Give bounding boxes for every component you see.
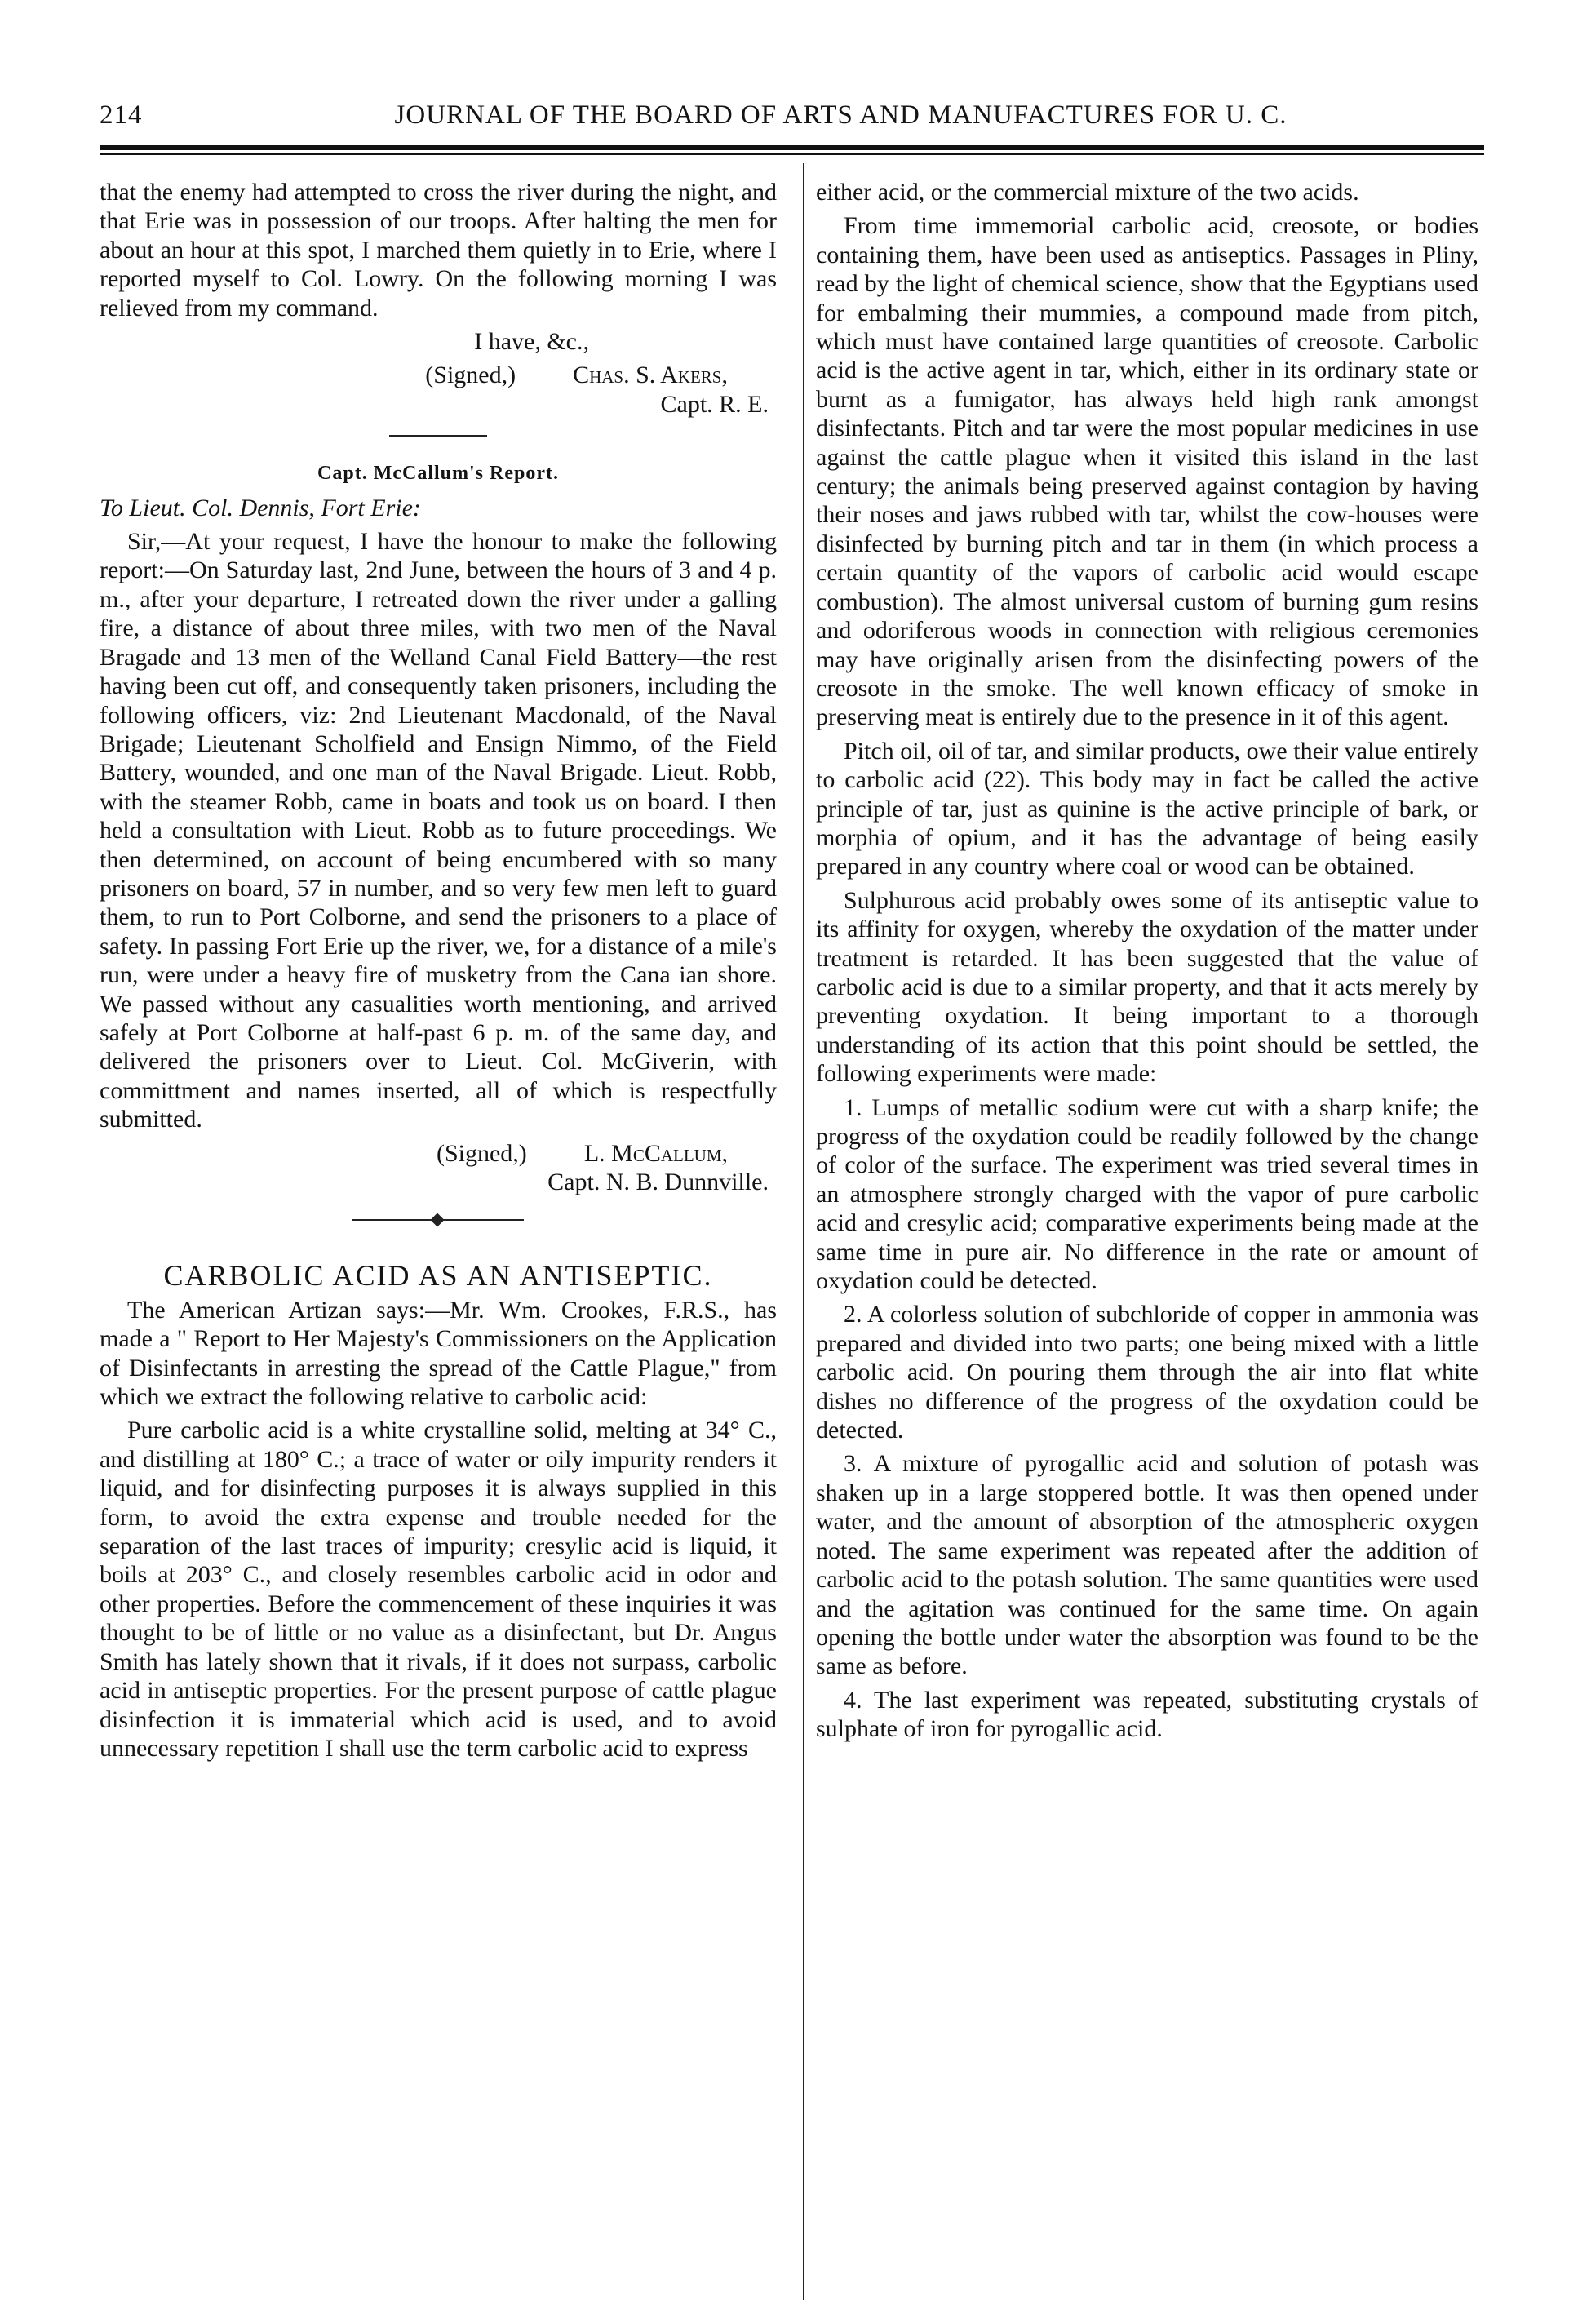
article-title: CARBOLIC ACID AS AN ANTISEPTIC. (163, 1259, 713, 1293)
left-column (100, 178, 777, 1767)
akers-signature-title: Capt. R. E. (660, 390, 769, 418)
header-rule-thin (100, 153, 1484, 155)
experiment-2-paragraph: 2. A colorless solution of subchloride of copper in ammonia was prepared and divided into two parts; one being mixed with a little carbolic acid. On pouring them through the air into flat white dishes no difference of the progress of the oxydation could be detected. (816, 1301, 1478, 1444)
history-paragraph: From time immemorial carbolic acid, creosote, or bodies containing them, have been used as antiseptics. Passages in Pliny, read by the light of chemical science, show that the Egyptians used for embalming their mummies, a compound made from pitch, which must have contained large quantities of creosote. Carbolic acid is the active agent in tar, which, either in its ordinary state or burnt as a fumigator, has always held high rank amongst disinfectants. Pitch and tar were the most popular medicines in use against the cattle plague when it visited this island in the last century; the animals being preserved against contagion by having their noses and jaws rubbed with tar, whilst the cow-houses were disinfected by burning pitch and tar in them (in which process a certain quantity of the vapors of carbolic acid would escape combustion). The almost universal custom of burning gum resins and odoriferous woods in connection with religious ceremonies may have originally arisen from the disinfecting powers of the creosote in the smoke. The well known efficacy of smoke in preserving meat is entirely due to the presence in it of this agent. (816, 212, 1478, 731)
mccallum-report-body: Sir,—At your request, I have the honour to make the following report:—On Saturday last, 2nd June, between the hours of 3 and 4 p. m., after your departure, I retreated down the river under a galling fire, a distance of about three miles, with two men of the Naval Bragade and 13 men of the Welland Canal Field Battery—the rest having been cut off, and consequently taken prisoners, including the following officers, viz: 2nd Lieutenant Macdonald, of the Naval Brigade; Lieutenant Scholfield and Ensign Nimmo, of the Field Battery, wounded, and one man of the Naval Brigade. Lieut. Robb, with the steamer Robb, came in boats and took us on board. I then held a consultation with Lieut. Robb as to future proceedings. We then determined, on account of being encumbered with so many prisoners on board, 57 in number, and so very few men left to guard them, to run to Port Colborne, and send the prisoners to a place of safety. In passing Fort Erie up the river, we, for a distance of a mile's run, were under a heavy fire of musketry from the Cana ian shore. We passed without any casualities worth mentioning, and arrived safely at Port Colborne at half-past 6 p. m. of the same day, and delivered the prisoners over to Lieut. Col. McGiverin, with committment and names inserted, all of which is respectfully submitted. (100, 528, 777, 1133)
mccallum-signature-title: Capt. N. B. Dunnville. (547, 1169, 769, 1195)
page-header (100, 96, 1484, 134)
akers-closing: I have, &c., (474, 328, 589, 356)
sulphurous-acid-paragraph: Sulphurous acid probably owes some of its antiseptic value to its affinity for oxygen, whereby the oxydation of the matter under treatment is retarded. It has been suggested that the value of carbolic acid is due to a similar property, and that it acts merely by preventing oxydation. It being important to a thorough understanding of its action that this point should be settled, the following experiments were made: (816, 886, 1478, 1088)
akers-signed-label: (Signed,) (425, 361, 516, 389)
akers-signature-row (100, 361, 777, 389)
article-intro-paragraph: The American Artizan says:—Mr. Wm. Crookes, F.R.S., has made a " Report to Her Majesty's Commissioners on the Application of Disinfectants in arresting the spread of the Cattle Plague," from which we extract the following relative to carbolic acid: (100, 1296, 777, 1411)
pitch-oil-paragraph: Pitch oil, oil of tar, and similar products, owe their value entirely to carbolic acid (22). This body may in fact be called the active principle of tar, just as quinine is the active principle of bark, or morphia of opium, and it has the advantage of being easily prepared in any country where coal or wood can be obtained. (816, 737, 1478, 880)
experiment-4-paragraph: 4. The last experiment was repeated, substituting crystals of sulphate of iron for pyrogallic acid. (816, 1686, 1478, 1743)
continued-paragraph: either acid, or the commercial mixture of the two acids. (816, 179, 1359, 206)
experiment-3-paragraph: 3. A mixture of pyrogallic acid and solution of potash was shaken up in a large stoppered bottle. It was then opened under water, and the amount of absorption of the atmospheric oxygen noted. The same experiment was repeated after the addition of carbolic acid to the potash solution. The same quantities were used and the agitation was continued for the same time. On again opening the bottle under water the absorption was found to be the same as before. (816, 1450, 1478, 1680)
column-divider (803, 163, 804, 2300)
mccallum-signature-row (100, 1139, 777, 1168)
report-addressee: To Lieut. Col. Dennis, Fort Erie: (100, 494, 421, 521)
pure-carbolic-acid-paragraph: Pure carbolic acid is a white crystalline solid, melting at 34° C., and distilling at 180° C.; a trace of water or oily impurity renders it liquid, and for disinfecting purposes it is always supplied in this form, to avoid the extra expense and trouble needed for the separation of the last traces of impurity; cresylic acid is liquid, it boils at 203° C., and closely resembles carbolic acid in odor and other properties. Before the commencement of these inquiries it was thought to be of little or no value as a disinfectant, but Dr. Angus Smith has lately shown that it rivals, if it does not surpass, carbolic acid in antiseptic properties. For the present purpose of cattle plague disinfection it is immaterial which acid is used, and to avoid unnecessary repetition I shall use the term carbolic acid to express (100, 1417, 777, 1762)
mccallum-report-heading: Capt. McCallum's Report. (317, 463, 559, 485)
ornamental-divider (352, 1214, 524, 1226)
akers-signature-name: Chas. S. Akers, (573, 361, 728, 389)
mccallum-signed-label: (Signed,) (436, 1139, 527, 1167)
akers-report-end-paragraph: that the enemy had attempted to cross the river during the night, and that Erie was in possession of our troops. After halting the men for about an hour at this spot, I marched them quietly in to Erie, where I reported myself to Col. Lowry. On the following morning I was relieved from my command. (100, 179, 777, 322)
mccallum-signature-name: L. McCallum, (583, 1139, 728, 1167)
experiment-1-paragraph: 1. Lumps of metallic sodium were cut with a sharp knife; the progress of the oxydation could be readily followed by the change of color of the surface. The experiment was tried several times in an atmosphere strongly charged with the vapor of pure carbolic acid and cresylic acid; comparative experiments being made at the same time in pure air. No difference in the rate or amount of oxydation could be detected. (816, 1093, 1478, 1295)
running-title: JOURNAL OF THE BOARD OF ARTS AND MANUFACTURES FOR U. C. (394, 100, 1288, 130)
section-separator-rule (389, 435, 487, 437)
right-column (816, 178, 1478, 1749)
page-number: 214 (100, 100, 143, 130)
header-rule-thick (100, 145, 1484, 150)
